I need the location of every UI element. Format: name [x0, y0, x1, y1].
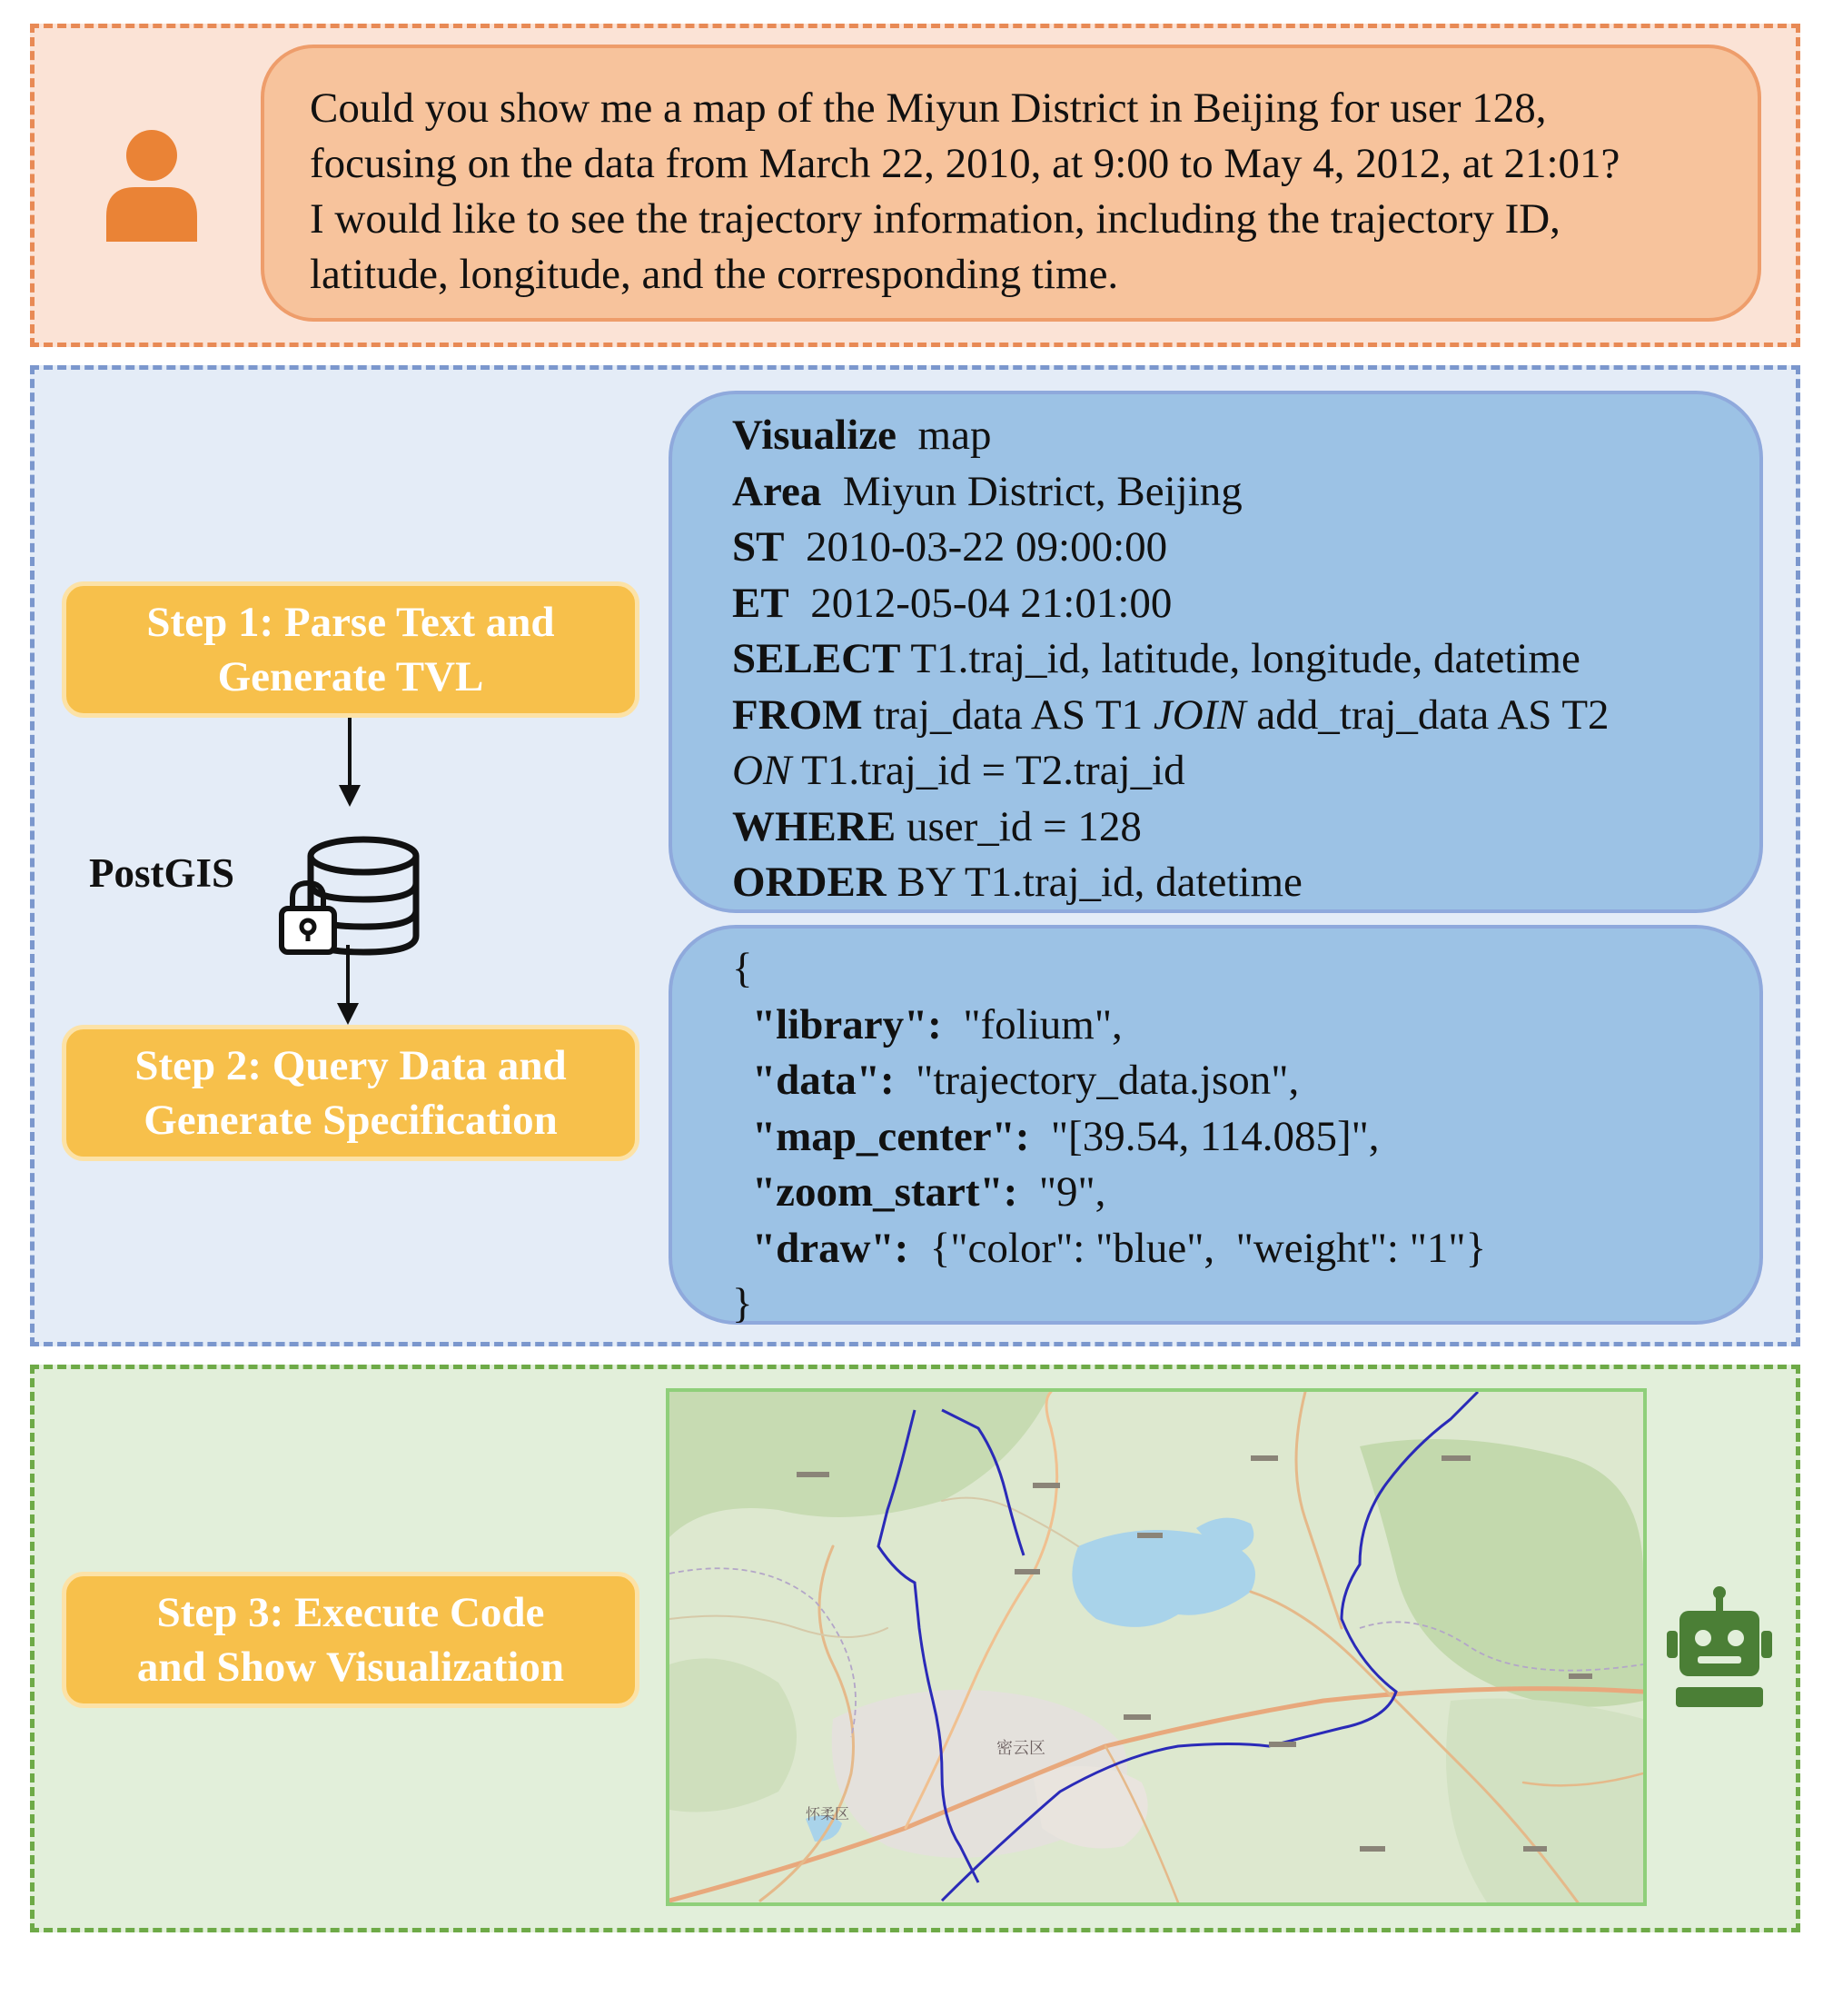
tvl-value: user_id = 128 — [906, 802, 1142, 850]
map-place-label: 密云区 — [996, 1739, 1045, 1758]
tvl-value: 2010-03-22 09:00:00 — [806, 523, 1168, 571]
step-1-line-1: Step 1: Parse Text and — [146, 599, 555, 646]
tvl-keyword: ON — [732, 747, 792, 794]
tvl-keyword: Area — [732, 467, 822, 515]
map-label-marker — [1360, 1846, 1385, 1852]
map-label-marker — [1137, 1533, 1163, 1538]
map-label-marker — [1124, 1714, 1151, 1720]
tvl-visualize-line — [732, 408, 1759, 464]
tvl-value: T1.traj_id, latitude, longitude, datetime — [910, 635, 1580, 682]
tvl-keyword: ST — [732, 523, 785, 571]
step-1-box — [62, 581, 639, 718]
tvl-keyword: Visualize — [732, 412, 897, 459]
tvl-keyword: SELECT — [732, 635, 901, 682]
step-3-line-2: and Show Visualization — [136, 1644, 565, 1691]
step-3-line-1: Step 3: Execute Code — [156, 1589, 545, 1636]
spec-value: "folium", — [963, 1000, 1123, 1048]
tvl-value: 2012-05-04 21:01:00 — [810, 579, 1173, 627]
tvl-value: Miyun District, Beijing — [842, 467, 1243, 515]
spec-close-brace: } — [732, 1280, 753, 1327]
spec-open-brace: { — [732, 945, 753, 992]
spec-key: "zoom_start": — [752, 1168, 1018, 1216]
spec-key: "map_center": — [752, 1112, 1030, 1160]
map-label-marker — [1523, 1846, 1547, 1852]
forest-area — [1446, 1699, 1643, 1903]
map-label-marker — [1033, 1483, 1060, 1488]
map-label-marker — [1442, 1455, 1471, 1461]
spec-library-line — [732, 998, 1759, 1054]
user-query-line: focusing on the data from March 22, 2010, at 9:00 to May 4, 2012, at 21:01? — [310, 140, 1620, 187]
spec-key: "library": — [752, 1000, 942, 1048]
tvl-keyword: JOIN — [1153, 690, 1246, 739]
spec-key: "draw": — [752, 1224, 909, 1272]
spec-value: "9", — [1038, 1168, 1106, 1216]
map-label-marker — [1269, 1742, 1296, 1747]
step-3-box — [62, 1572, 639, 1708]
user-query-line: I would like to see the trajectory information, including the trajectory ID, — [310, 195, 1560, 243]
tvl-st-line — [732, 520, 1759, 576]
step-2-line-1: Step 2: Query Data and — [134, 1042, 567, 1089]
map-label-marker — [1569, 1673, 1592, 1679]
tvl-keyword: WHERE — [732, 802, 897, 850]
robot-icon — [1667, 1585, 1772, 1713]
map-label-marker — [1015, 1569, 1040, 1574]
tvl-et-line — [732, 576, 1759, 632]
postgis-label: PostGIS — [89, 850, 235, 896]
tvl-from-line — [732, 688, 1759, 744]
tvl-on-line — [732, 743, 1759, 799]
user-icon — [104, 127, 199, 242]
map-label-marker — [1251, 1455, 1278, 1461]
map-visualization — [666, 1388, 1647, 1906]
spec-center-line — [732, 1109, 1759, 1166]
map-label-marker — [797, 1472, 829, 1477]
tvl-select-line — [732, 631, 1759, 688]
database-lock-icon — [272, 834, 427, 961]
tvl-keyword: ORDER — [732, 859, 887, 906]
tvl-order-line — [732, 855, 1759, 911]
user-query-line: latitude, longitude, and the corresponding time. — [310, 251, 1119, 298]
tvl-value: traj_data AS T1 — [873, 690, 1144, 739]
map-place-label: 怀柔区 — [806, 1805, 850, 1822]
step-2-line-2: Generate Specification — [144, 1097, 558, 1144]
spec-value: "trajectory_data.json", — [916, 1057, 1300, 1104]
step-2-box — [62, 1025, 639, 1161]
tvl-value: BY T1.traj_id, datetime — [897, 859, 1303, 906]
spec-data-line — [732, 1053, 1759, 1109]
tvl-area-line — [732, 464, 1759, 521]
tvl-keyword: FROM — [732, 690, 863, 739]
tvl-value: add_traj_data AS T2 — [1256, 690, 1610, 739]
spec-value: "[39.54, 114.085]", — [1050, 1112, 1380, 1160]
tvl-keyword: ET — [732, 579, 789, 627]
tvl-value: map — [917, 412, 992, 459]
user-query-bubble — [261, 45, 1761, 322]
user-query-line: Could you show me a map of the Miyun District in Beijing for user 128, — [310, 84, 1547, 132]
tvl-value: T1.traj_id = T2.traj_id — [801, 747, 1185, 794]
spec-zoom-line — [732, 1165, 1759, 1221]
spec-key: "data": — [752, 1057, 895, 1104]
spec-value: {"color": "blue", "weight": "1"} — [929, 1224, 1487, 1272]
tvl-query-box — [669, 391, 1763, 913]
visualization-spec-box — [669, 925, 1763, 1325]
tvl-where-line — [732, 799, 1759, 856]
down-arrow-icon — [334, 945, 362, 1027]
map-canvas — [669, 1392, 1643, 1902]
step-1-line-2: Generate TVL — [217, 653, 484, 700]
spec-draw-line — [732, 1221, 1759, 1277]
down-arrow-icon — [336, 718, 363, 809]
